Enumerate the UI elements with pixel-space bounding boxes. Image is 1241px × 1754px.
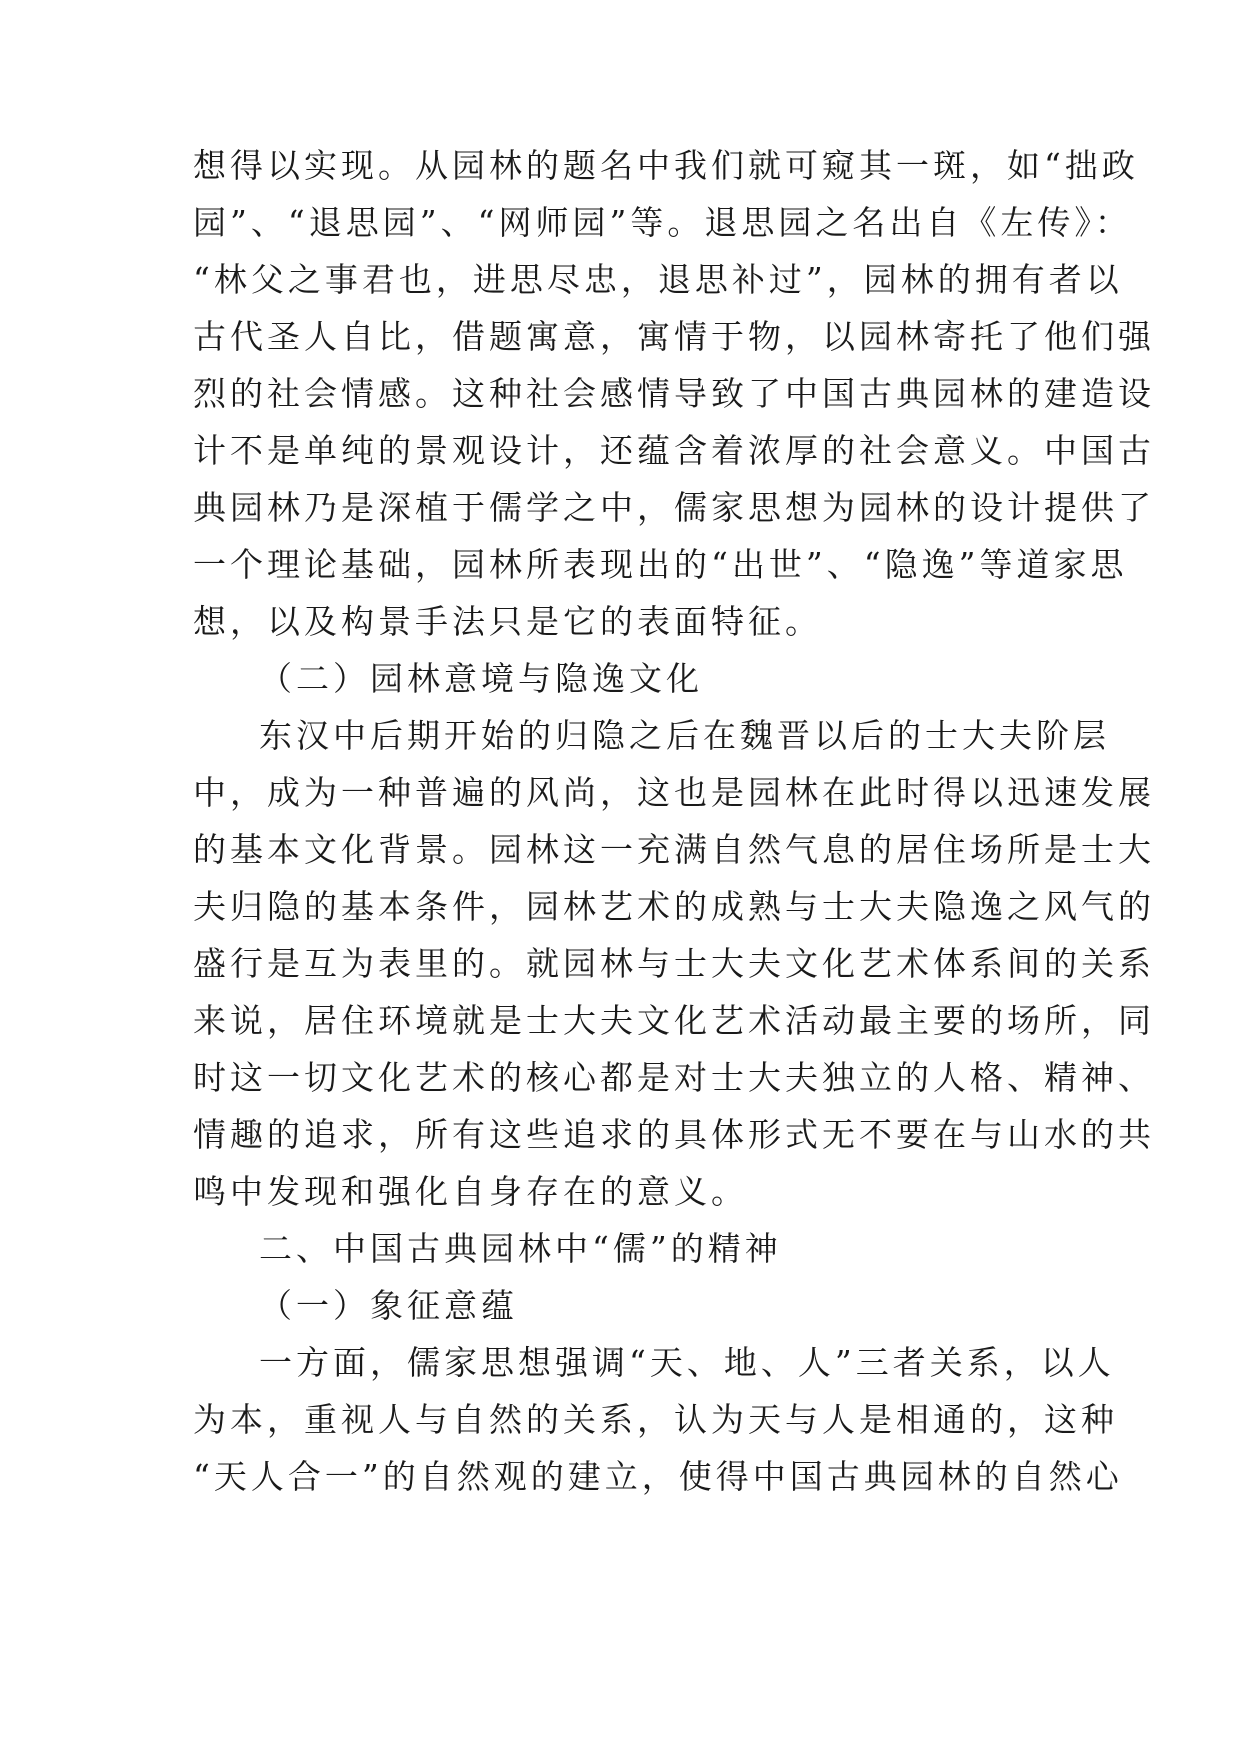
- text-line: 情趣的追求，所有这些追求的具体形式无不要在与山水的共: [193, 1115, 1155, 1154]
- text-line: 的基本文化背景。园林这一充满自然气息的居住场所是士大: [193, 830, 1155, 869]
- text-line: 中，成为一种普遍的风尚，这也是园林在此时得以迅速发展: [193, 773, 1155, 812]
- paragraph-start: 一方面，儒家思想强调“天、地、人”三者关系，以人: [259, 1343, 1115, 1382]
- text-line: 来说，居住环境就是士大夫文化艺术活动最主要的场所，同: [193, 1001, 1155, 1040]
- text-line: 时这一切文化艺术的核心都是对士大夫独立的人格、精神、: [193, 1058, 1155, 1097]
- text-line: 典园林乃是深植于儒学之中，儒家思想为园林的设计提供了: [193, 488, 1155, 527]
- text-line: 盛行是互为表里的。就园林与士大夫文化艺术体系间的关系: [193, 944, 1155, 983]
- text-line: 烈的社会情感。这种社会感情导致了中国古典园林的建造设: [193, 374, 1155, 413]
- text-line: 想，以及构景手法只是它的表面特征。: [193, 602, 822, 641]
- section-heading: （一）象征意蕴: [259, 1286, 518, 1325]
- text-line: 古代圣人自比，借题寓意，寓情于物，以园林寄托了他们强: [193, 317, 1155, 356]
- text-line: 想得以实现。从园林的题名中我们就可窥其一斑，如“拙政: [193, 146, 1139, 185]
- section-heading: （二）园林意境与隐逸文化: [259, 659, 703, 698]
- chapter-heading: 二、中国古典园林中“儒”的精神: [259, 1229, 782, 1268]
- text-line: 一个理论基础，园林所表现出的“出世”、“隐逸”等道家思: [193, 545, 1128, 584]
- paragraph-start: 东汉中后期开始的归隐之后在魏晋以后的士大夫阶层: [259, 716, 1110, 755]
- text-line: “林父之事君也，进思尽忠，退思补过”，园林的拥有者以: [193, 260, 1123, 299]
- text-line: 园”、“退思园”、“网师园”等。退思园之名出自《左传》：: [193, 203, 1132, 242]
- text-line: 计不是单纯的景观设计，还蕴含着浓厚的社会意义。中国古: [193, 431, 1155, 470]
- text-line: 为本，重视人与自然的关系，认为天与人是相通的，这种: [193, 1400, 1118, 1439]
- text-line: “天人合一”的自然观的建立，使得中国古典园林的自然心: [193, 1457, 1123, 1496]
- text-line: 夫归隐的基本条件，园林艺术的成熟与士大夫隐逸之风气的: [193, 887, 1155, 926]
- text-line: 鸣中发现和强化自身存在的意义。: [193, 1172, 748, 1211]
